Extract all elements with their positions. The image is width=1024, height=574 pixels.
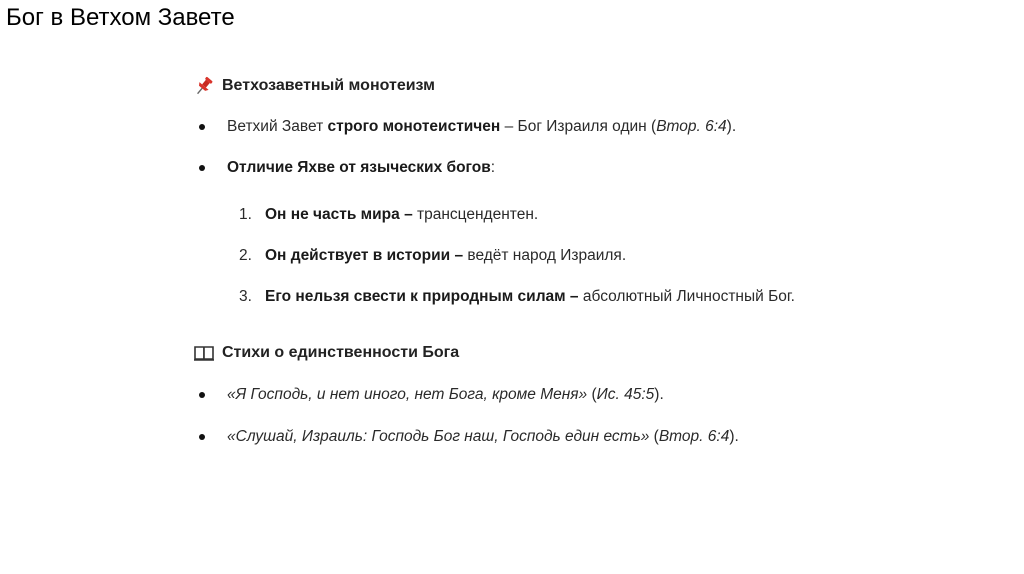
- numbered-item: [239, 244, 626, 268]
- list-item: [199, 383, 664, 407]
- numbered-item: [239, 285, 795, 309]
- list-item: [199, 156, 495, 180]
- list-item: [199, 115, 736, 139]
- section-heading-text: Ветхозаветный монотеизм: [222, 77, 435, 94]
- open-book-icon: [193, 342, 215, 364]
- numbered-item-text: Его нельзя свести к природным силам – абсолютный Личностный Бог.: [265, 288, 795, 305]
- item-number: 1.: [239, 206, 252, 223]
- verse-text: «Слушай, Израиль: Господь Бог наш, Господь един есть» (Втор. 6:4).: [227, 428, 739, 445]
- numbered-item-text: Он действует в истории – ведёт народ Израиля.: [265, 247, 627, 264]
- numbered-item: [239, 203, 538, 227]
- numbered-item-text: Он не часть мира – трансцендентен.: [265, 206, 539, 223]
- slide-title: Бог в Ветхом Завете: [6, 4, 235, 31]
- item-number: 2.: [239, 247, 252, 264]
- item-number: 3.: [239, 288, 252, 305]
- bullet-dot: [199, 124, 205, 130]
- list-item-text: Отличие Яхве от языческих богов:: [227, 159, 496, 176]
- pushpin-icon: [193, 75, 215, 97]
- section-heading-verses: [193, 341, 459, 365]
- bullet-dot: [199, 434, 205, 440]
- list-item-text: Ветхий Завет строго монотеистичен – Бог Израиля один (Втор. 6:4).: [227, 118, 737, 135]
- bullet-dot: [199, 165, 205, 171]
- bullet-dot: [199, 392, 205, 398]
- section-heading-monotheism: [193, 74, 435, 98]
- list-item: [199, 425, 739, 449]
- verse-text: «Я Господь, и нет иного, нет Бога, кроме Меня» (Ис. 45:5).: [227, 386, 664, 403]
- section-heading-text: Стихи о единственности Бога: [222, 344, 460, 361]
